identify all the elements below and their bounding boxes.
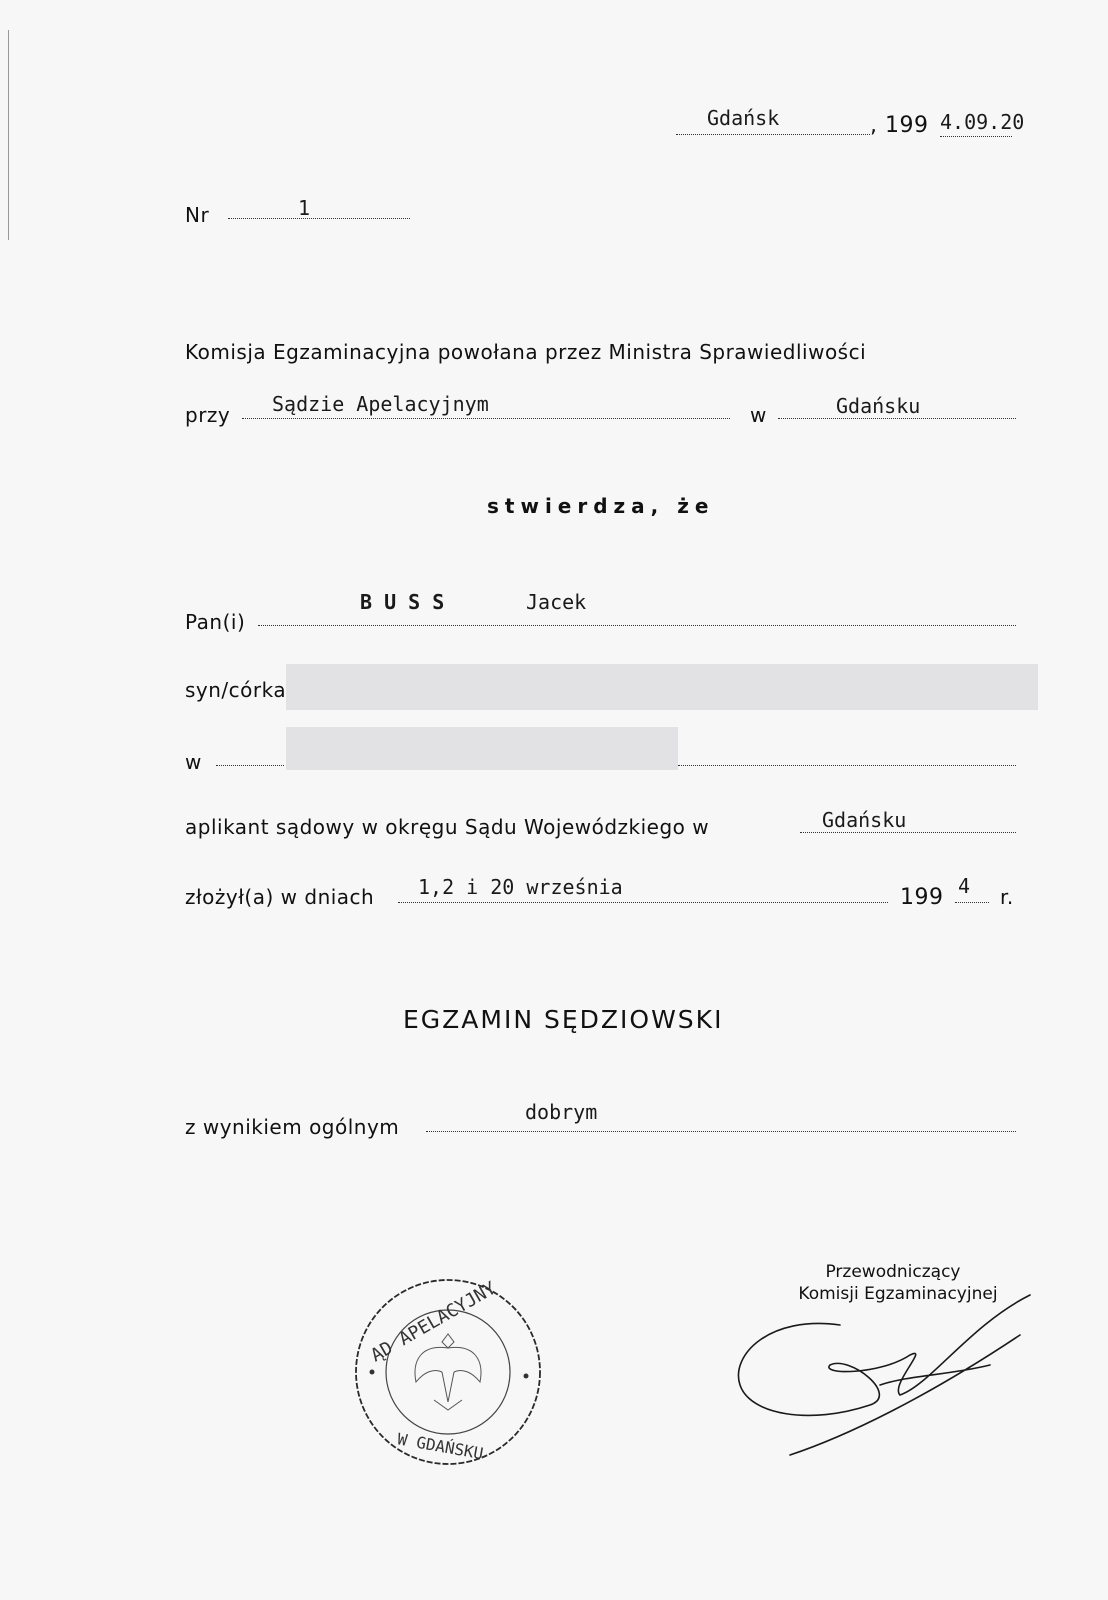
chairman-line2: Komisji Egzaminacyjnej <box>798 1284 998 1304</box>
number-value: 1 <box>298 196 311 220</box>
svg-text:ĄD APELACYJNY: ĄD APELACYJNY <box>367 1277 500 1367</box>
place-dotted-line <box>676 134 870 135</box>
result-label: z wynikiem ogólnym <box>185 1115 400 1139</box>
court-stamp-image <box>350 1272 550 1472</box>
result-value: dobrym <box>525 1100 598 1124</box>
przy-dotted-line <box>242 418 730 419</box>
chairman-line1: Przewodniczący <box>825 1262 961 1282</box>
przy-value: Sądzie Apelacyjnym <box>272 392 489 416</box>
date-suffix: 4.09.20 <box>940 110 1025 134</box>
pan-label: Pan(i) <box>185 610 246 634</box>
zlozyl-label: złożył(a) w dniach <box>185 885 375 909</box>
number-dotted-line <box>228 218 410 219</box>
w2-dotted-line-right <box>678 765 1016 766</box>
year-prefix: , 199 <box>870 113 929 138</box>
w-dotted-line <box>778 418 1016 419</box>
aplikant-label: aplikant sądowy w okręgu Sądu Wojewódzkiego w <box>185 815 710 839</box>
zlozyl-dotted-line <box>398 902 888 903</box>
aplikant-dotted-line <box>800 832 1016 833</box>
przy-label: przy <box>185 403 231 427</box>
number-label: Nr <box>185 203 210 227</box>
year2-dotted-line <box>955 902 989 903</box>
result-dotted-line <box>426 1131 1016 1132</box>
w-label: w <box>750 403 767 427</box>
zlozyl-value: 1,2 i 20 września <box>418 875 623 899</box>
redacted-parent-names <box>286 664 1038 710</box>
year2-prefix: 199 <box>900 885 944 910</box>
year2-suffix: 4 <box>958 874 971 898</box>
redacted-birthplace <box>286 727 678 770</box>
margin-line <box>8 30 9 240</box>
date-dotted-line <box>940 136 1012 137</box>
w2-label: w <box>185 750 202 774</box>
w-value: Gdańsku <box>836 394 921 418</box>
firstname-value: Jacek <box>526 590 587 614</box>
year2-r: r. <box>1000 885 1014 909</box>
exam-title: EGZAMIN SĘDZIOWSKI <box>403 1005 724 1034</box>
aplikant-value: Gdańsku <box>822 808 907 832</box>
place-value: Gdańsk <box>707 106 780 130</box>
surname-value: B U S S <box>360 590 445 614</box>
signature-image <box>730 1285 1060 1465</box>
syn-label: syn/córka <box>185 678 287 702</box>
commission-line: Komisja Egzaminacyjna powołana przez Ministra Sprawiedliwości <box>185 340 867 364</box>
w2-dotted-line-left <box>216 765 284 766</box>
stwierdza-text: stwierdza, że <box>487 494 715 518</box>
svg-text:W GDAŃSKU: W GDAŃSKU <box>395 1429 485 1464</box>
pan-dotted-line <box>258 625 1016 626</box>
